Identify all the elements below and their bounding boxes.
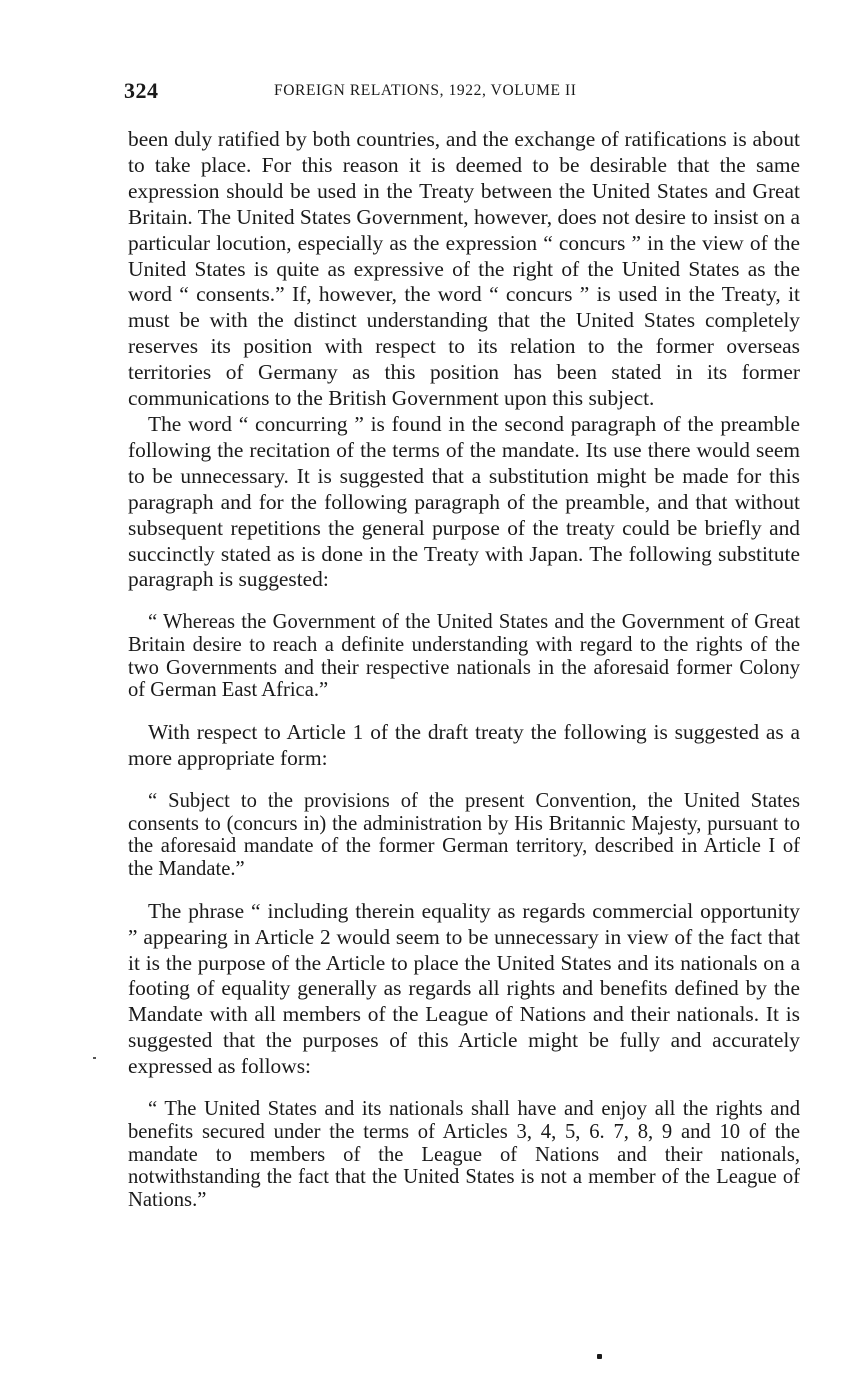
quoted-article-1: “ Subject to the provisions of the present Convention, the United States consents to (concurs in) the administration by His Britannic Majesty, pursuant to the aforesaid mandate of the former German territory, described in Article I of the Mandate.”	[128, 789, 800, 881]
paragraph-concurring: The word “ concurring ” is found in the second paragraph of the preamble following the recitation of the terms of the mandate. Its use there would seem to be unnecessary. It is suggested that a substitution might be made for this paragraph and for the following paragraph of the preamble, and that without subsequent repetitions the general purpose of the treaty could be briefly and succinctly stated as is done in the Treaty with Japan. The following substitute paragraph is suggested:	[128, 411, 800, 592]
paragraph-article-2: The phrase “ including therein equality as regards commercial opportunity ” appearing in Article 2 would seem to be unnecessary in view of the fact that it is the purpose of the Article to place the United States and its nationals on a footing of equality generally as regards all rights and benefits defined by the Mandate with all members of the League of Nations and their nationals. It is suggested that the purposes of this Article might be fully and accurately expressed as follows:	[128, 898, 800, 1079]
page-footer-dot	[597, 1354, 602, 1359]
spacer	[128, 1080, 800, 1098]
quoted-preamble: “ Whereas the Government of the United States and the Government of Great Britain desire to reach a definite understanding with regard to the rights of the two Governments and their respective nationals in the aforesaid former Colony of German East Africa.”	[128, 611, 800, 702]
running-title: FOREIGN RELATIONS, 1922, VOLUME II	[274, 82, 577, 99]
quoted-article-2: “ The United States and its nationals shall have and enjoy all the rights and benefits secured under the terms of Articles 3, 4, 5, 6. 7, 8, 9 and 10 of the mandate to members of the League of Nations and their nationals, notwithstanding the fact that the United States is not a member of the League of Nations.”	[128, 1098, 800, 1211]
spacer	[128, 772, 800, 790]
page-number: 324	[124, 78, 159, 103]
running-header	[124, 78, 800, 106]
document-body	[128, 127, 800, 1212]
margin-speck	[93, 1057, 96, 1059]
paragraph-article-1: With respect to Article 1 of the draft treaty the following is suggested as a more appropriate form:	[128, 720, 800, 771]
spacer	[128, 593, 800, 611]
spacer	[128, 702, 800, 720]
paragraph-continuation: been duly ratified by both countries, and the exchange of ratifications is about to take place. For this reason it is deemed to be desirable that the same expression should be used in the Treaty between the United States and Great Britain. The United States Government, however, does not desire to insist on a particular locution, especially as the expression “ concurs ” in the view of the United States is quite as expressive of the right of the United States as the word “ consents.” If, however, the word “ concurs ” is used in the Treaty, it must be with the distinct understanding that the United States completely reserves its position with respect to its relation to the former overseas territories of Germany as this position has been stated in its former communications to the British Government upon this subject.	[128, 127, 800, 411]
spacer	[128, 881, 800, 899]
